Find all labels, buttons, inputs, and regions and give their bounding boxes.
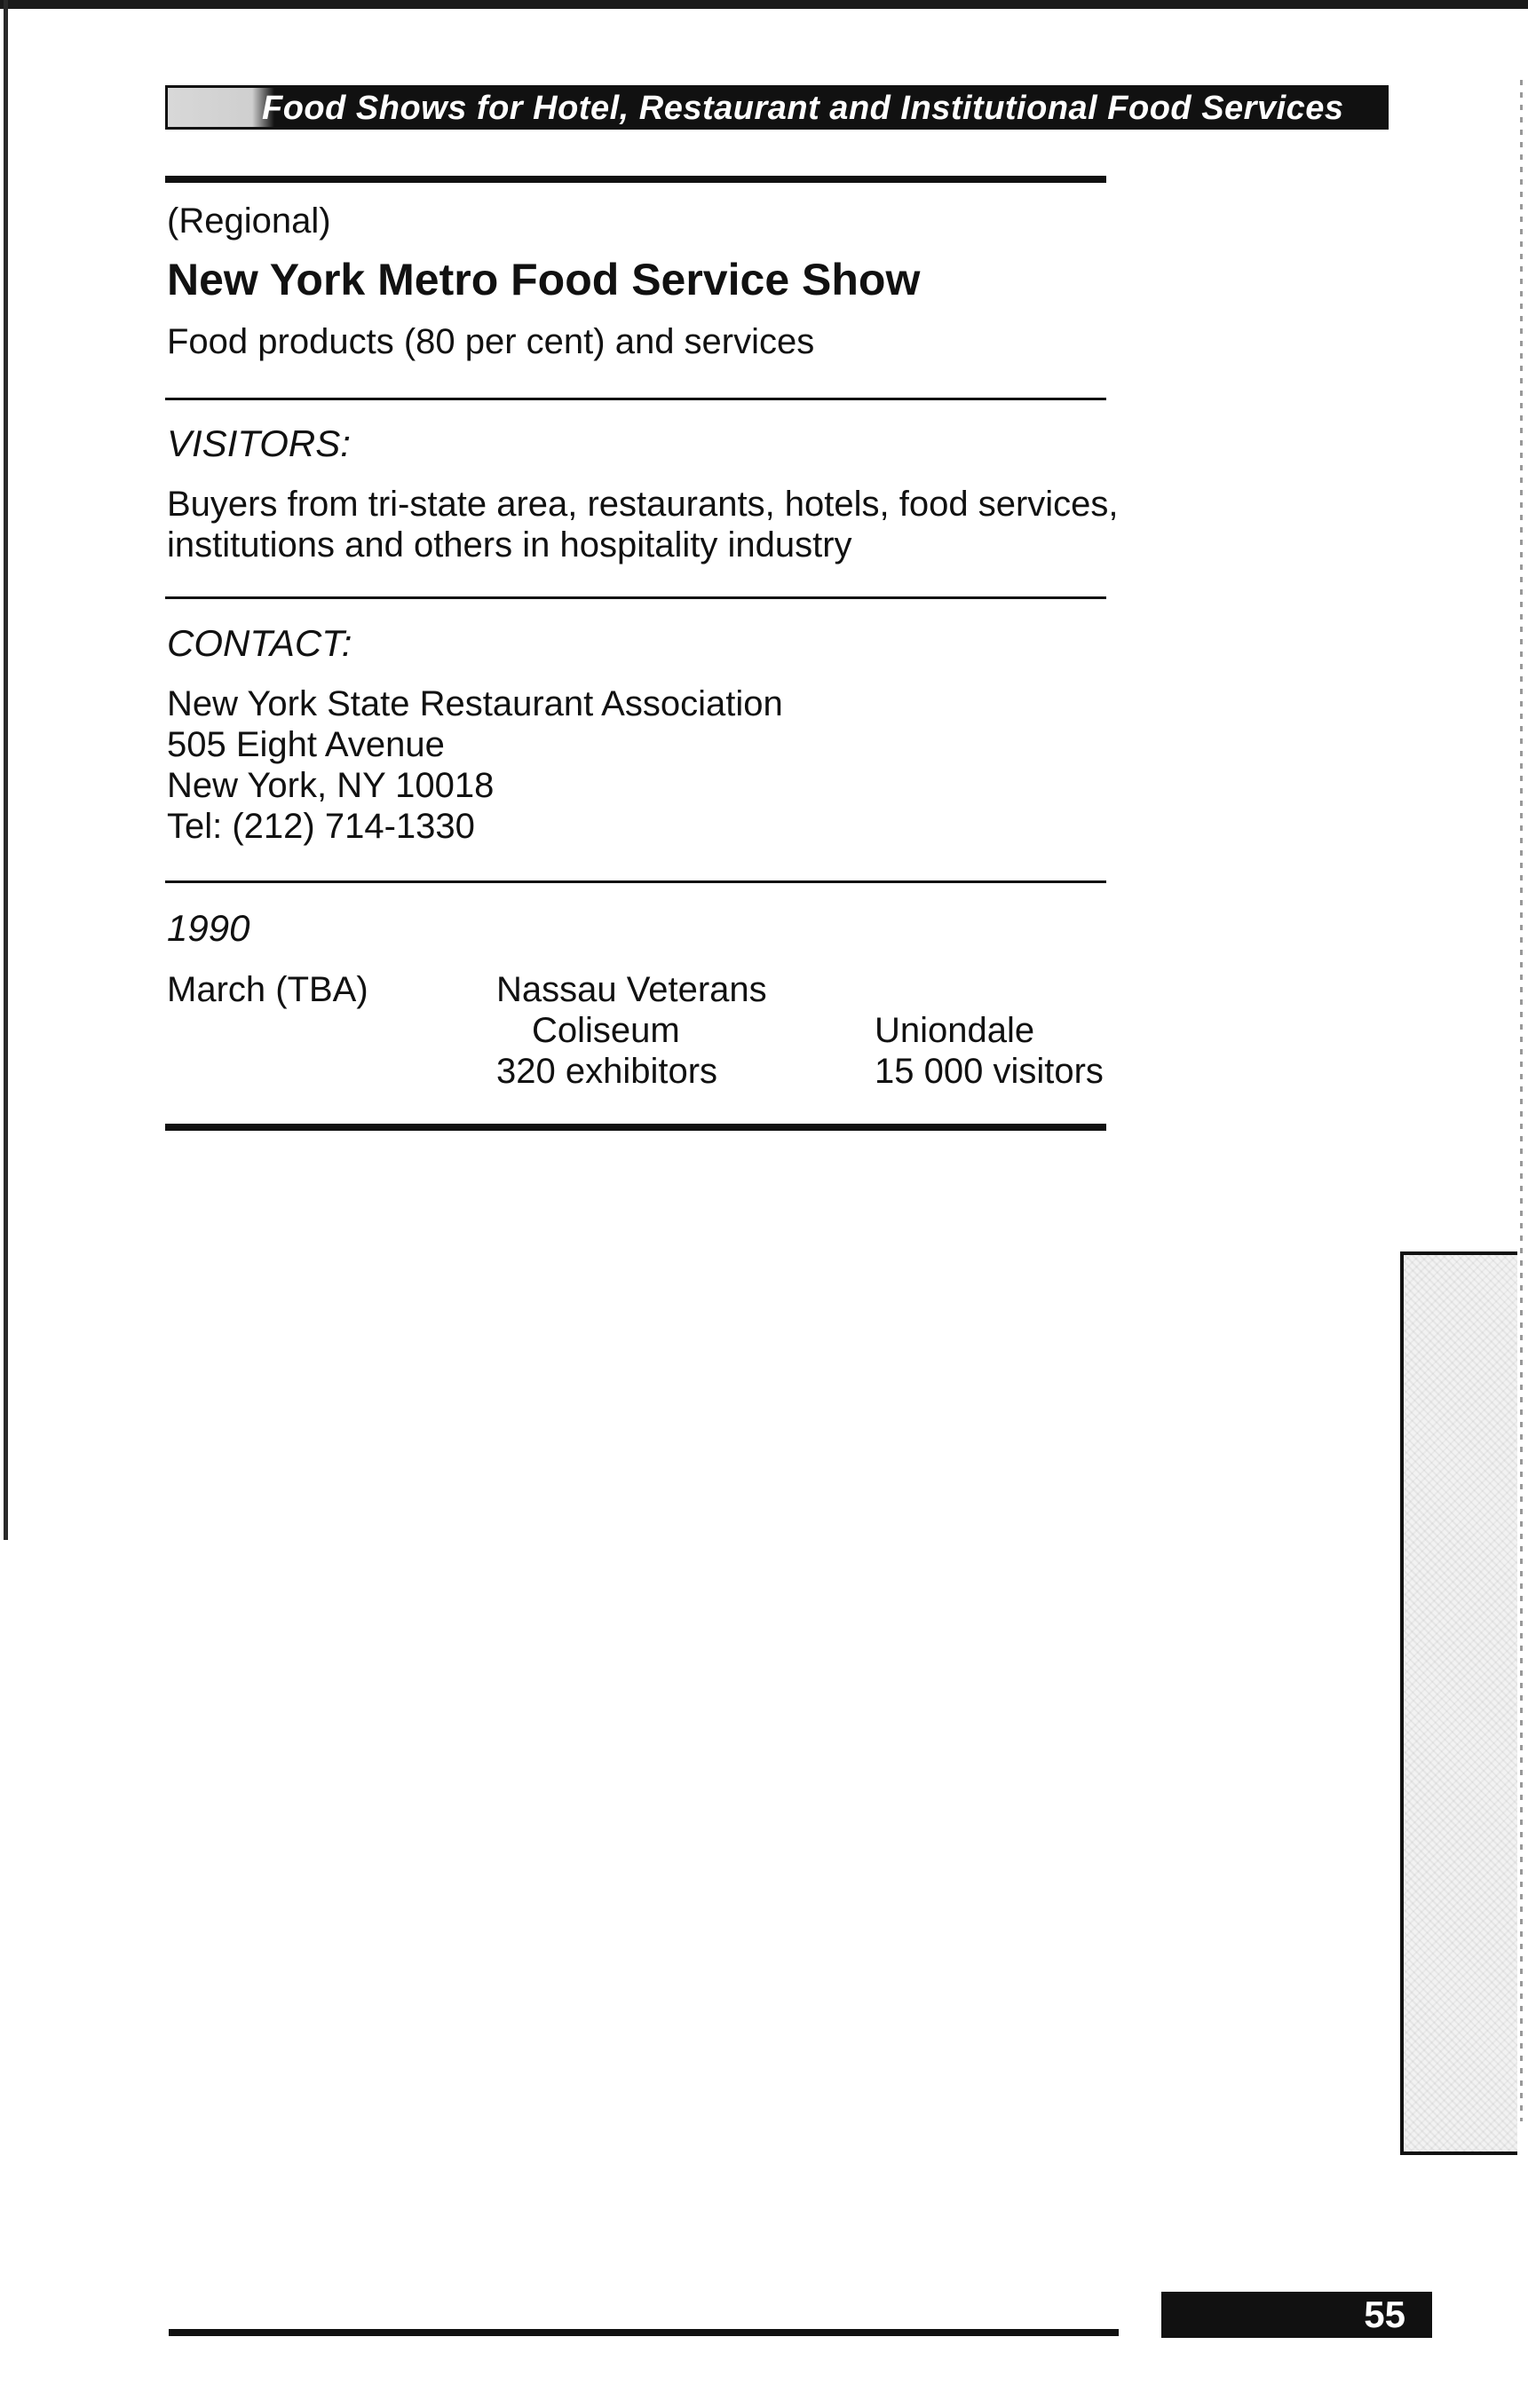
page-number-box [1161, 2292, 1432, 2338]
entry-description: Food products (80 per cent) and services [167, 322, 815, 361]
schedule-venue: Nassau Veterans [496, 970, 767, 1009]
schedule-year: 1990 [167, 907, 250, 949]
section-rule-top [165, 176, 1106, 183]
section-rule-bottom [165, 1124, 1106, 1131]
running-header-title: Food Shows for Hotel, Restaurant and Institutional Food Services [262, 90, 1344, 127]
entry-category: (Regional) [167, 201, 331, 241]
entry-title: New York Metro Food Service Show [167, 255, 921, 304]
divider [165, 398, 1106, 400]
left-binding-edge [4, 0, 8, 1540]
schedule-city: Uniondale [875, 1011, 1035, 1050]
footer-rule [169, 2329, 1119, 2336]
page-number: 55 [1364, 2294, 1405, 2335]
visitors-label: VISITORS: [167, 422, 351, 464]
visitors-line: institutions and others in hospitality industry [167, 525, 852, 564]
divider [165, 596, 1106, 599]
contact-street: 505 Eight Avenue [167, 725, 445, 764]
top-border [0, 0, 1528, 9]
contact-city: New York, NY 10018 [167, 766, 495, 805]
divider [165, 880, 1106, 883]
contact-label: CONTACT: [167, 622, 352, 664]
schedule-date: March (TBA) [167, 970, 368, 1009]
contact-phone: Tel: (212) 714-1330 [167, 807, 475, 846]
schedule-visitors: 15 000 visitors [875, 1052, 1104, 1091]
schedule-venue-cont: Coliseum [532, 1011, 680, 1050]
visitors-line: Buyers from tri-state area, restaurants, hotels, food services, [167, 485, 1119, 524]
schedule-exhibitors: 320 exhibitors [496, 1052, 718, 1091]
thumb-index-tab [1400, 1251, 1517, 2155]
right-page-edge [1520, 80, 1523, 2121]
running-header [165, 85, 1389, 130]
contact-organization: New York State Restaurant Association [167, 684, 783, 723]
